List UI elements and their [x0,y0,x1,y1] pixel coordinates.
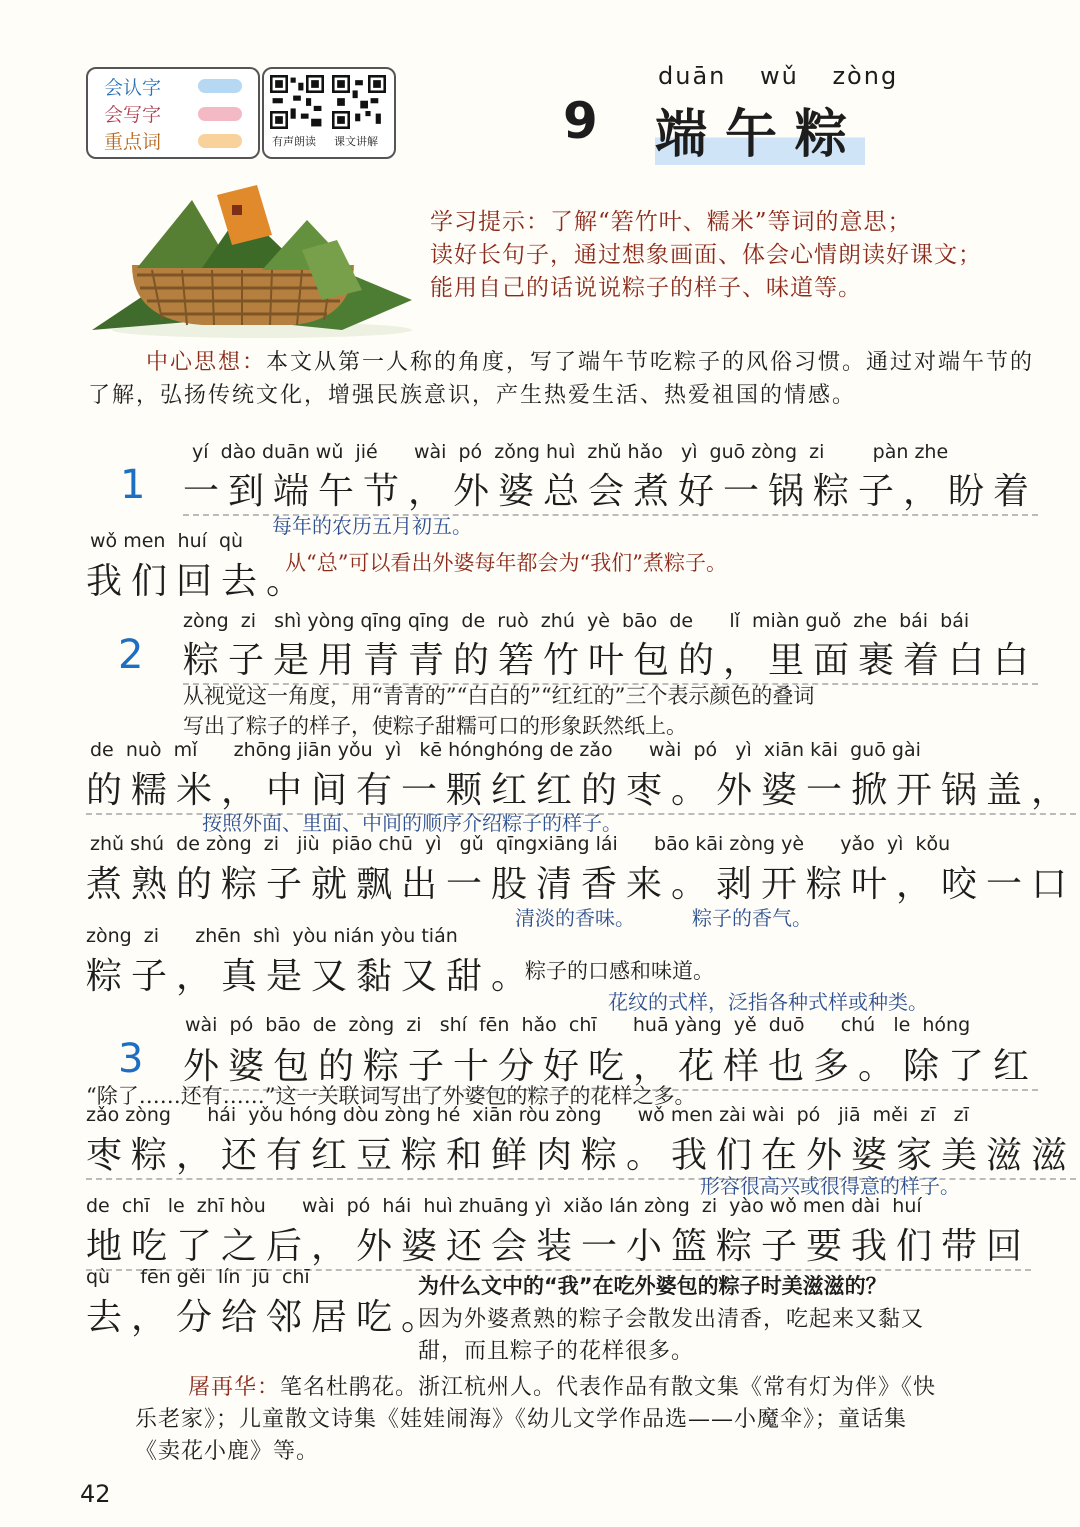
para3-note-2: 形容很高兴或很得意的样子。 [700,1174,960,1198]
para2-note-4: 粽子的口感和味道。 [525,959,714,983]
para3-pinyin-1: wài pó bāo de zòng zi shí fēn hǎo chī huā yàng yě duō chú le hóng [185,1014,971,1036]
para3-pinyin-2: zǎo zòng hái yǒu hóng dòu zòng hé xiān ròu zòng wǒ men zài wài pó jiā měi zī zī [86,1104,969,1126]
para3-note-0: 花纹的式样，泛指各种式样或种类。 [608,990,928,1014]
author-line-3: 《卖花小鹿》等。 [135,1439,320,1464]
central-idea-text: 本文从第一人称的角度，写了端午节吃粽子的风俗习惯。通过对端午节的了解，弘扬传统文化，增强民族意识，产生热爱生活、热爱祖国的情感。 [88,350,1035,408]
para1-line-1: 一到端午节，外婆总会煮好一锅粽子，盼着 [183,463,1038,516]
page-number: 42 [80,1480,111,1508]
lesson-number: 9 [563,92,598,150]
lesson-title: 端午粽 [655,104,866,165]
para3-line-1: 外婆包的粽子十分好吃，花样也多。除了红 [183,1038,1038,1091]
paragraph-number-2: 2 [118,632,144,678]
para2-line-2: 的糯米，中间有一颗红红的枣。外婆一掀开锅盖， [86,762,1076,815]
para3-line-2: 枣粽，还有红豆粽和鲜肉粽。我们在外婆家美滋滋 [86,1127,1076,1180]
para3-line-3: 地吃了之后，外婆还会装一小篮粽子要我们带回 [86,1218,1031,1271]
para2-line-4: 粽子，真是又黏又甜。 [86,956,537,997]
learning-tip-line1: 学习提示：了解“箬竹叶、糯米”等词的意思； [430,209,912,235]
para2-note-3a: 清淡的香味。 [515,906,635,930]
paragraph-number-1: 1 [120,462,146,508]
para3-note-1: “除了……还有……”这一关联词写出了外婆包的粽子的花样之多。 [86,1084,696,1108]
comprehension-question: 为什么文中的“我”在吃外婆包的粽子时美滋滋的？ [418,1274,887,1298]
para2-note-2: 按照外面、里面、中间的顺序介绍粽子的样子。 [202,811,622,835]
para3-line-4: 去，分给邻居吃。 [86,1297,447,1338]
para2-note-3b: 粽子的香气。 [692,906,812,930]
qr-caption-lecture: 课文讲解 [334,135,378,148]
central-idea [88,346,1048,412]
learning-tip-line3: 能用自己的话说说粽子的样子、味道等。 [430,275,862,301]
qr-caption-audio: 有声朗读 [272,135,316,148]
para2-note-1a: 从视觉这一角度，用“青青的”“白白的”“红红的”三个表示颜色的叠词 [183,684,815,708]
para1-line-2: 我们回去。 [86,561,312,602]
para1-pinyin-1: yí dào duān wǔ jié wài pó zǒng huì zhǔ hǎo yì guō zòng zi pàn zhe [192,441,949,463]
author-name: 屠再华： [188,1375,281,1400]
para2-pinyin-1: zòng zi shì yòng qīng qīng de ruò zhú yè bāo de lǐ miàn guǒ zhe bái bái [183,610,970,632]
para2-note-1b: 写出了粽子的样子，使粽子甜糯可口的形象跃然纸上。 [183,714,687,738]
legend-label-key: 重点词 [104,131,162,153]
para2-line-1: 粽子是用青青的箬竹叶包的，里面裹着白白 [183,632,1038,685]
para2-pinyin-4: zòng zi zhēn shì yòu nián yòu tián [86,925,458,947]
qr-code-audio-icon[interactable] [270,75,324,129]
qr-box [262,67,396,159]
lesson-title-pinyin: duān wǔ zòng [658,62,899,90]
para1-note-2: 从“总”可以看出外婆每年都会为“我们”煮粽子。 [285,551,727,575]
question-answer-1: 因为外婆煮熟的粽子会散发出清香，吃起来又黏又 [418,1307,925,1332]
legend-label-recognize: 会认字 [104,77,162,99]
legend-swatch-blue [198,79,242,93]
para2-pinyin-3: zhǔ shú de zòng zi jiù piāo chū yì gǔ qīngxiāng lái bāo kāi zòng yè yǎo yì kǒu [90,833,951,855]
para2-pinyin-2: de nuò mǐ zhōng jiān yǒu yì kē hónghóng de zǎo wài pó yì xiān kāi guō gài [90,739,921,761]
para3-pinyin-4: qù fēn gěi lín jū chī [86,1266,310,1288]
author-line-2: 乐老家》；儿童散文诗集《娃娃闹海》《幼儿文学作品选——小魔伞》；童话集 [135,1407,908,1432]
author-line-1: 屠再华：笔名杜鹃花。浙江杭州人。代表作品有散文集《常有灯为伴》《快 [188,1375,937,1400]
para3-pinyin-3: de chī le zhī hòu wài pó hái huì zhuāng yì xiǎo lán zòng zi yào wǒ men dài huí [86,1195,922,1217]
para1-note-1: 每年的农历五月初五。 [272,514,472,538]
learning-tip-line2: 读好长句子，通过想象画面、体会心情朗读好课文； [430,242,982,268]
zongzi-basket-illustration [92,180,422,340]
question-answer-2: 甜，而且粽子的花样很多。 [418,1339,695,1364]
central-idea-label: 中心思想： [146,350,267,375]
legend-swatch-pink [198,107,242,121]
qr-code-lecture-icon[interactable] [332,75,386,129]
legend-box [86,67,260,159]
para2-line-3: 煮熟的粽子就飘出一股清香来。剥开粽叶，咬一口 [86,864,1077,905]
legend-label-write: 会写字 [104,104,162,126]
paragraph-number-3: 3 [118,1036,144,1082]
para1-pinyin-2: wǒ men huí qù [90,530,244,552]
legend-swatch-orange [198,134,242,148]
